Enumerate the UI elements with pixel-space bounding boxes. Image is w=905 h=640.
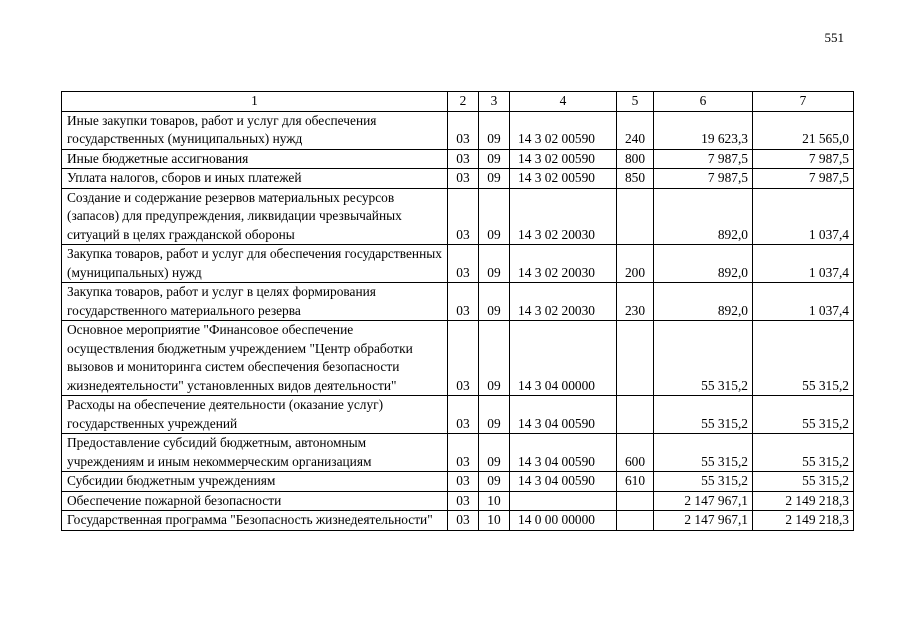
cell-name: Создание и содержание резервов материальных ресурсов (запасов) для предупреждения, ликвидации чрезвычайных ситуаций в целях гражданской обороны bbox=[62, 188, 448, 245]
cell-subsection: 09 bbox=[479, 472, 510, 492]
table-row bbox=[62, 149, 854, 169]
cell-amount-col7: 55 315,2 bbox=[753, 321, 854, 396]
column-header-2: 2 bbox=[448, 92, 479, 112]
cell-subsection: 10 bbox=[479, 491, 510, 511]
header-row bbox=[62, 92, 854, 112]
cell-expense-type: 800 bbox=[617, 149, 654, 169]
table-row bbox=[62, 321, 854, 396]
cell-name: Основное мероприятие "Финансовое обеспечение осуществления бюджетным учреждением "Центр обработки вызовов и мониторинга систем обеспечения безопасности жизнедеятельности" установленных видов деятельности" bbox=[62, 321, 448, 396]
cell-subsection: 09 bbox=[479, 169, 510, 189]
cell-section: 03 bbox=[448, 283, 479, 321]
cell-section: 03 bbox=[448, 472, 479, 492]
cell-amount-col7: 1 037,4 bbox=[753, 245, 854, 283]
cell-name: Уплата налогов, сборов и иных платежей bbox=[62, 169, 448, 189]
table-header bbox=[62, 92, 854, 112]
cell-name: Государственная программа "Безопасность жизнедеятельности" bbox=[62, 511, 448, 531]
cell-name: Предоставление субсидий бюджетным, автономным учреждениям и иным некоммерческим организациям bbox=[62, 434, 448, 472]
cell-name: Иные закупки товаров, работ и услуг для обеспечения государственных (муниципальных) нужд bbox=[62, 111, 448, 149]
cell-expense-type: 240 bbox=[617, 111, 654, 149]
cell-amount-col7: 55 315,2 bbox=[753, 396, 854, 434]
cell-amount-col6: 7 987,5 bbox=[654, 169, 753, 189]
cell-amount-col6: 2 147 967,1 bbox=[654, 511, 753, 531]
cell-section: 03 bbox=[448, 111, 479, 149]
cell-amount-col6: 892,0 bbox=[654, 283, 753, 321]
cell-name: Обеспечение пожарной безопасности bbox=[62, 491, 448, 511]
cell-amount-col7: 21 565,0 bbox=[753, 111, 854, 149]
cell-expense-type: 600 bbox=[617, 434, 654, 472]
cell-target-code: 14 3 02 00590 bbox=[510, 169, 617, 189]
cell-subsection: 09 bbox=[479, 245, 510, 283]
cell-amount-col6: 19 623,3 bbox=[654, 111, 753, 149]
cell-amount-col6: 55 315,2 bbox=[654, 396, 753, 434]
cell-amount-col7: 55 315,2 bbox=[753, 434, 854, 472]
cell-section: 03 bbox=[448, 321, 479, 396]
cell-expense-type bbox=[617, 321, 654, 396]
cell-subsection: 09 bbox=[479, 111, 510, 149]
budget-table bbox=[61, 91, 854, 531]
cell-name: Расходы на обеспечение деятельности (оказание услуг) государственных учреждений bbox=[62, 396, 448, 434]
column-header-3: 3 bbox=[479, 92, 510, 112]
page-number: 551 bbox=[824, 30, 844, 45]
cell-section: 03 bbox=[448, 396, 479, 434]
cell-section: 03 bbox=[448, 491, 479, 511]
cell-expense-type: 850 bbox=[617, 169, 654, 189]
cell-amount-col7: 1 037,4 bbox=[753, 283, 854, 321]
cell-name: Субсидии бюджетным учреждениям bbox=[62, 472, 448, 492]
cell-target-code bbox=[510, 491, 617, 511]
cell-target-code: 14 3 04 00000 bbox=[510, 321, 617, 396]
cell-subsection: 09 bbox=[479, 321, 510, 396]
cell-amount-col7: 1 037,4 bbox=[753, 188, 854, 245]
cell-subsection: 09 bbox=[479, 434, 510, 472]
cell-subsection: 09 bbox=[479, 283, 510, 321]
column-header-7: 7 bbox=[753, 92, 854, 112]
cell-amount-col7: 7 987,5 bbox=[753, 169, 854, 189]
cell-target-code: 14 3 04 00590 bbox=[510, 472, 617, 492]
cell-amount-col6: 2 147 967,1 bbox=[654, 491, 753, 511]
cell-target-code: 14 0 00 00000 bbox=[510, 511, 617, 531]
cell-section: 03 bbox=[448, 434, 479, 472]
table-row bbox=[62, 491, 854, 511]
cell-name: Закупка товаров, работ и услуг для обеспечения государственных (муниципальных) нужд bbox=[62, 245, 448, 283]
cell-section: 03 bbox=[448, 511, 479, 531]
cell-section: 03 bbox=[448, 169, 479, 189]
cell-amount-col6: 7 987,5 bbox=[654, 149, 753, 169]
cell-target-code: 14 3 02 20030 bbox=[510, 188, 617, 245]
cell-amount-col6: 55 315,2 bbox=[654, 321, 753, 396]
cell-amount-col7: 2 149 218,3 bbox=[753, 491, 854, 511]
cell-expense-type bbox=[617, 396, 654, 434]
cell-subsection: 10 bbox=[479, 511, 510, 531]
column-header-4: 4 bbox=[510, 92, 617, 112]
table-row bbox=[62, 283, 854, 321]
cell-expense-type bbox=[617, 491, 654, 511]
cell-target-code: 14 3 04 00590 bbox=[510, 434, 617, 472]
table-row bbox=[62, 245, 854, 283]
column-header-6: 6 bbox=[654, 92, 753, 112]
cell-expense-type bbox=[617, 188, 654, 245]
table-row bbox=[62, 188, 854, 245]
table-row bbox=[62, 396, 854, 434]
cell-amount-col6: 892,0 bbox=[654, 188, 753, 245]
cell-section: 03 bbox=[448, 149, 479, 169]
cell-expense-type: 230 bbox=[617, 283, 654, 321]
cell-expense-type bbox=[617, 511, 654, 531]
cell-subsection: 09 bbox=[479, 396, 510, 434]
cell-amount-col6: 892,0 bbox=[654, 245, 753, 283]
cell-target-code: 14 3 02 00590 bbox=[510, 149, 617, 169]
table-body bbox=[62, 111, 854, 530]
column-header-5: 5 bbox=[617, 92, 654, 112]
cell-target-code: 14 3 02 20030 bbox=[510, 245, 617, 283]
cell-amount-col6: 55 315,2 bbox=[654, 472, 753, 492]
cell-target-code: 14 3 02 20030 bbox=[510, 283, 617, 321]
cell-section: 03 bbox=[448, 188, 479, 245]
cell-subsection: 09 bbox=[479, 188, 510, 245]
cell-target-code: 14 3 02 00590 bbox=[510, 111, 617, 149]
table-row bbox=[62, 111, 854, 149]
table-row bbox=[62, 511, 854, 531]
cell-amount-col7: 2 149 218,3 bbox=[753, 511, 854, 531]
cell-section: 03 bbox=[448, 245, 479, 283]
cell-amount-col7: 55 315,2 bbox=[753, 472, 854, 492]
cell-expense-type: 200 bbox=[617, 245, 654, 283]
table-row bbox=[62, 169, 854, 189]
cell-name: Закупка товаров, работ и услуг в целях формирования государственного материального резерва bbox=[62, 283, 448, 321]
cell-name: Иные бюджетные ассигнования bbox=[62, 149, 448, 169]
cell-subsection: 09 bbox=[479, 149, 510, 169]
column-header-1: 1 bbox=[62, 92, 448, 112]
table-row bbox=[62, 472, 854, 492]
cell-expense-type: 610 bbox=[617, 472, 654, 492]
cell-amount-col6: 55 315,2 bbox=[654, 434, 753, 472]
cell-target-code: 14 3 04 00590 bbox=[510, 396, 617, 434]
cell-amount-col7: 7 987,5 bbox=[753, 149, 854, 169]
table-row bbox=[62, 434, 854, 472]
